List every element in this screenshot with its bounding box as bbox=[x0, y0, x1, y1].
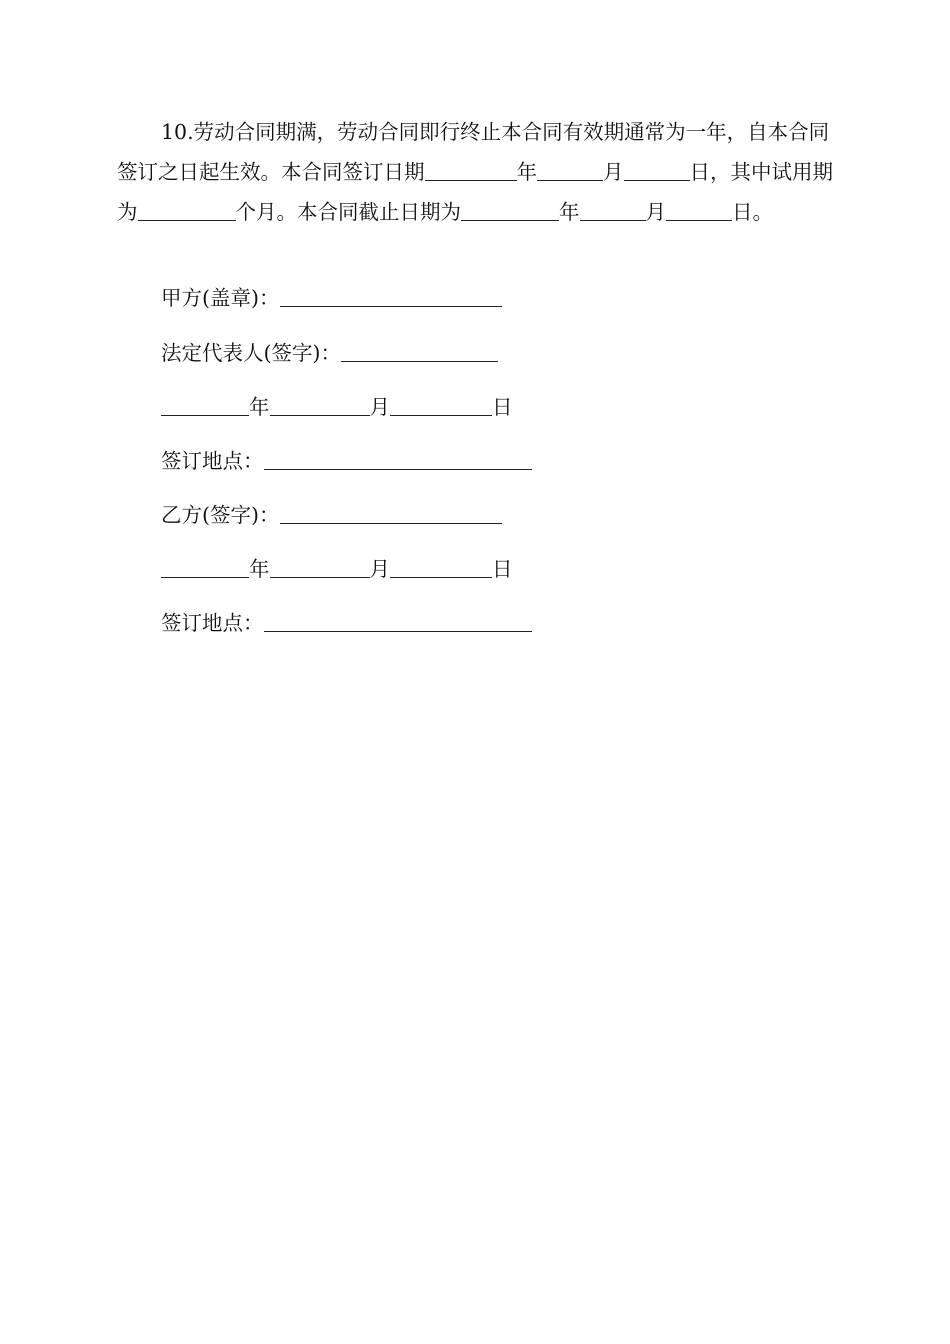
party-b-label: 乙方(签字)： bbox=[161, 503, 280, 527]
party-b-place-blank bbox=[264, 611, 532, 632]
party-b-sign-line bbox=[161, 501, 502, 529]
party-a-seal-blank bbox=[280, 286, 502, 307]
party-b-month-blank bbox=[270, 557, 370, 578]
probation-blank bbox=[138, 200, 236, 221]
party-a-place-blank bbox=[264, 449, 532, 470]
clause-text-2: 日，其中试用期为 bbox=[117, 160, 833, 224]
end-month-blank bbox=[580, 200, 646, 221]
party-a-month-blank bbox=[270, 395, 370, 416]
party-a-day-label: 日 bbox=[492, 395, 513, 419]
party-a-place-label: 签订地点： bbox=[161, 449, 264, 473]
clause-text-3: 个月。本合同截止日期为 bbox=[235, 200, 461, 224]
party-b-day-label: 日 bbox=[492, 557, 513, 581]
party-b-year-label: 年 bbox=[249, 557, 270, 581]
party-a-month-label: 月 bbox=[369, 395, 390, 419]
year-label: 年 bbox=[516, 160, 537, 184]
party-b-place-line bbox=[161, 609, 532, 637]
sign-month-blank bbox=[537, 160, 603, 181]
end-year-label: 年 bbox=[559, 200, 580, 224]
party-a-seal-line bbox=[161, 284, 502, 312]
end-month-label: 月 bbox=[645, 200, 666, 224]
end-year-blank bbox=[461, 200, 559, 221]
sign-day-blank bbox=[624, 160, 690, 181]
party-b-place-label: 签订地点： bbox=[161, 611, 264, 635]
end-day-blank bbox=[666, 200, 732, 221]
legal-rep-blank bbox=[341, 341, 498, 362]
clause-10-paragraph bbox=[117, 112, 837, 232]
month-label: 月 bbox=[603, 160, 624, 184]
party-a-day-blank bbox=[390, 395, 492, 416]
party-a-year-label: 年 bbox=[249, 395, 270, 419]
legal-rep-line bbox=[161, 339, 498, 367]
party-b-month-label: 月 bbox=[369, 557, 390, 581]
clause-text-1: 10.劳动合同期满，劳动合同即行终止本合同有效期通常为一年，自本合同签订之日起生效。本合同签订日期 bbox=[117, 120, 830, 184]
legal-rep-label: 法定代表人(签字)： bbox=[161, 341, 341, 365]
party-b-year-blank bbox=[161, 557, 249, 578]
sign-year-blank bbox=[425, 160, 517, 181]
party-a-year-blank bbox=[161, 395, 249, 416]
party-b-date-line bbox=[161, 555, 513, 583]
party-b-sign-blank bbox=[280, 503, 502, 524]
party-a-label: 甲方(盖章)： bbox=[161, 286, 280, 310]
end-day-label: 日。 bbox=[732, 200, 773, 224]
party-a-place-line bbox=[161, 447, 532, 475]
party-a-date-line bbox=[161, 393, 513, 421]
party-b-day-blank bbox=[390, 557, 492, 578]
